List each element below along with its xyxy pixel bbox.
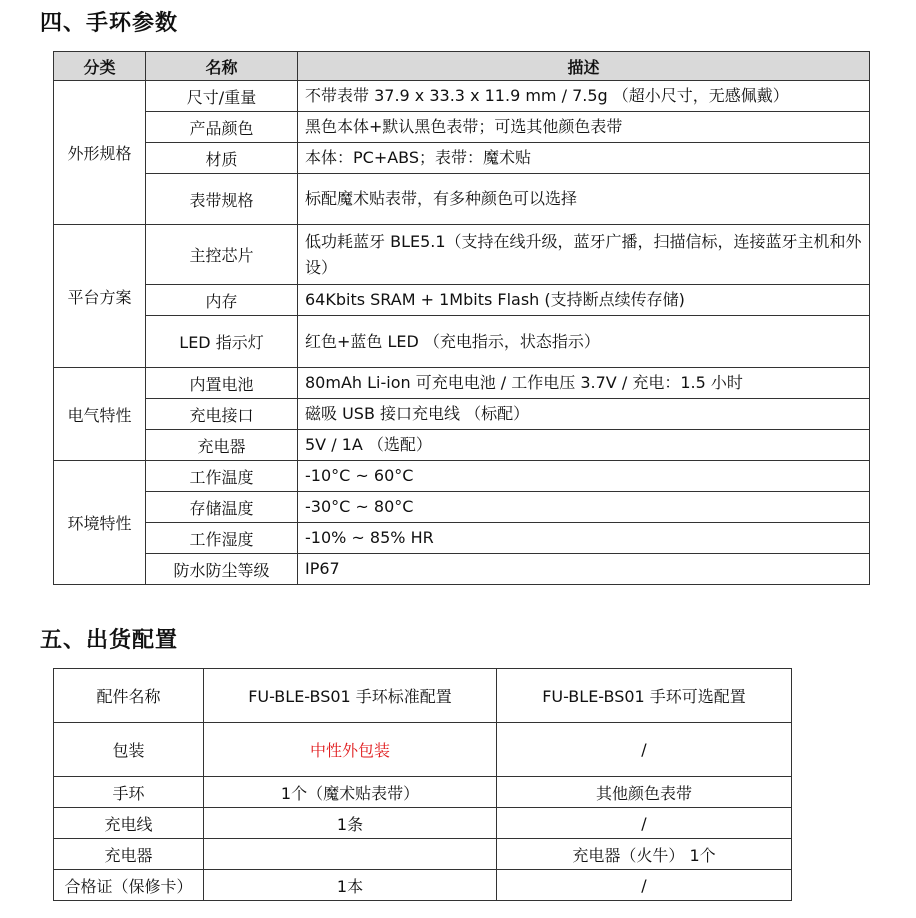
optional-config: 其他颜色表带 bbox=[497, 777, 792, 808]
part-name: 充电器 bbox=[54, 839, 204, 870]
item-description: -10% ~ 85% HR bbox=[298, 523, 870, 554]
header-description: 描述 bbox=[298, 52, 870, 81]
item-description: 5V / 1A （选配） bbox=[298, 430, 870, 461]
table-row bbox=[54, 554, 870, 585]
table-row bbox=[54, 285, 870, 316]
item-name: 工作湿度 bbox=[146, 523, 298, 554]
item-name: 充电器 bbox=[146, 430, 298, 461]
item-description: 本体：PC+ABS；表带：魔术贴 bbox=[298, 143, 870, 174]
standard-config: 1条 bbox=[204, 808, 497, 839]
header-name: 名称 bbox=[146, 52, 298, 81]
item-description: 低功耗蓝牙 BLE5.1（支持在线升级，蓝牙广播，扫描信标，连接蓝牙主机和外设） bbox=[298, 225, 870, 285]
part-name: 充电线 bbox=[54, 808, 204, 839]
item-description: 磁吸 USB 接口充电线 （标配） bbox=[298, 399, 870, 430]
table-row bbox=[54, 143, 870, 174]
item-description: 不带表带 37.9 x 33.3 x 11.9 mm / 7.5g （超小尺寸，无感佩戴） bbox=[298, 81, 870, 112]
section-5-title: 五、出货配置 bbox=[40, 628, 179, 653]
parameters-table bbox=[53, 51, 870, 585]
item-name: 充电接口 bbox=[146, 399, 298, 430]
table-row bbox=[54, 870, 792, 901]
item-name: 主控芯片 bbox=[146, 225, 298, 285]
item-description: 标配魔术贴表带，有多种颜色可以选择 bbox=[298, 174, 870, 225]
item-name: 内存 bbox=[146, 285, 298, 316]
item-description: 80mAh Li-ion 可充电电池 / 工作电压 3.7V / 充电：1.5 小时 bbox=[298, 368, 870, 399]
part-name: 手环 bbox=[54, 777, 204, 808]
table-row bbox=[54, 839, 792, 870]
optional-config: / bbox=[497, 870, 792, 901]
parameters-header-row bbox=[54, 52, 870, 81]
item-name: 产品颜色 bbox=[146, 112, 298, 143]
item-description: -10°C ~ 60°C bbox=[298, 461, 870, 492]
item-name: LED 指示灯 bbox=[146, 316, 298, 368]
item-name: 工作温度 bbox=[146, 461, 298, 492]
item-description: 64Kbits SRAM + 1Mbits Flash (支持断点续传存储) bbox=[298, 285, 870, 316]
item-name: 表带规格 bbox=[146, 174, 298, 225]
header-category: 分类 bbox=[54, 52, 146, 81]
table-row bbox=[54, 777, 792, 808]
table-row bbox=[54, 225, 870, 285]
optional-config: / bbox=[497, 808, 792, 839]
category-cell: 电气特性 bbox=[54, 368, 146, 461]
category-cell: 外形规格 bbox=[54, 81, 146, 225]
header-standard: FU-BLE-BS01 手环标准配置 bbox=[204, 669, 497, 723]
optional-config: / bbox=[497, 723, 792, 777]
table-row bbox=[54, 112, 870, 143]
item-name: 存储温度 bbox=[146, 492, 298, 523]
table-row bbox=[54, 492, 870, 523]
standard-config: 中性外包装 bbox=[204, 723, 497, 777]
header-part: 配件名称 bbox=[54, 669, 204, 723]
header-optional: FU-BLE-BS01 手环可选配置 bbox=[497, 669, 792, 723]
optional-config: 充电器（火牛） 1个 bbox=[497, 839, 792, 870]
table-row bbox=[54, 399, 870, 430]
table-row bbox=[54, 174, 870, 225]
shipping-header-row bbox=[54, 669, 792, 723]
table-row bbox=[54, 368, 870, 399]
table-row bbox=[54, 81, 870, 112]
shipping-table bbox=[53, 668, 792, 901]
table-row bbox=[54, 723, 792, 777]
item-description: IP67 bbox=[298, 554, 870, 585]
part-name: 合格证（保修卡） bbox=[54, 870, 204, 901]
item-name: 尺寸/重量 bbox=[146, 81, 298, 112]
item-description: 黑色本体+默认黑色表带；可选其他颜色表带 bbox=[298, 112, 870, 143]
item-name: 防水防尘等级 bbox=[146, 554, 298, 585]
category-cell: 环境特性 bbox=[54, 461, 146, 585]
table-row bbox=[54, 461, 870, 492]
table-row bbox=[54, 430, 870, 461]
category-cell: 平台方案 bbox=[54, 225, 146, 368]
item-name: 内置电池 bbox=[146, 368, 298, 399]
table-row bbox=[54, 523, 870, 554]
item-name: 材质 bbox=[146, 143, 298, 174]
part-name: 包装 bbox=[54, 723, 204, 777]
item-description: 红色+蓝色 LED （充电指示，状态指示） bbox=[298, 316, 870, 368]
table-row bbox=[54, 316, 870, 368]
standard-config: 1个（魔术贴表带） bbox=[204, 777, 497, 808]
standard-config bbox=[204, 839, 497, 870]
table-row bbox=[54, 808, 792, 839]
item-description: -30°C ~ 80°C bbox=[298, 492, 870, 523]
standard-config: 1本 bbox=[204, 870, 497, 901]
section-4-title: 四、手环参数 bbox=[40, 11, 179, 36]
